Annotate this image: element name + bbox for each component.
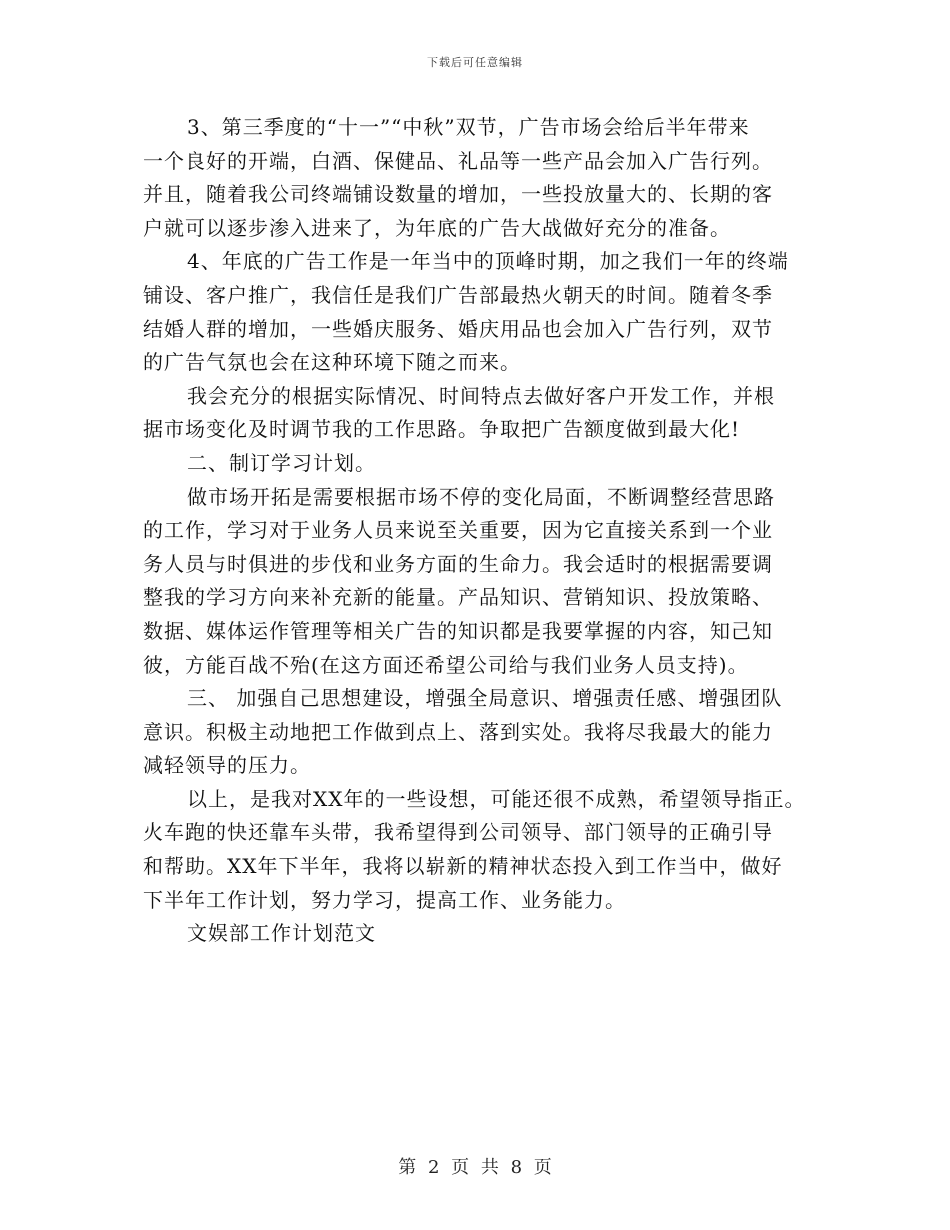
text-line: 一个良好的开端，白酒、保健品、礼品等一些产品会加入广告行列。 [143, 148, 773, 173]
text-line: 的工作，学习对于业务人员来说至关重要，因为它直接关系到一个业 [143, 518, 773, 543]
text-line: 火车跑的快还靠车头带，我希望得到公司领导、部门领导的正确引导 [143, 820, 773, 845]
text-line: 彼，方能百战不殆(在这方面还希望公司给与我们业务人员支持)。 [143, 652, 749, 677]
text-line: 意识。积极主动地把工作做到点上、落到实处。我将尽我最大的能力 [143, 719, 773, 744]
text-line: 3、第三季度的“十一”“中秋”双节，广告市场会给后半年带来 [187, 115, 750, 139]
text-line: 数据、媒体运作管理等相关广告的知识都是我要掌握的内容，知己知 [143, 618, 773, 643]
text-line: 务人员与时俱进的步伐和业务方面的生命力。我会适时的根据需要调 [143, 551, 773, 576]
text-line: 整我的学习方向来补充新的能量。产品知识、营销知识、投放策略、 [143, 585, 773, 610]
text-line: 下半年工作计划，努力学习，提高工作、业务能力。 [143, 887, 626, 912]
document-body [143, 111, 823, 951]
document-title: 文娱部工作计划范文 [187, 921, 376, 946]
text-line: 4、年底的广告工作是一年当中的顶峰时期，加之我们一年的终端 [187, 249, 789, 274]
text-line: 结婚人群的增加，一些婚庆服务、婚庆用品也会加入广告行列，双节 [143, 316, 773, 341]
text-line: 以上，是我对XX年的一些设想，可能还很不成熟，希望领导指正。 [187, 786, 806, 811]
text-line: 和帮助。XX年下半年，我将以崭新的精神状态投入到工作当中，做好 [143, 854, 783, 879]
text-line: 并且，随着我公司终端铺设数量的增加，一些投放量大的、长期的客 [143, 182, 773, 207]
text-line: 铺设、客户推广，我信任是我们广告部最热火朝天的时间。随着冬季 [143, 282, 773, 307]
section-heading: 三、 加强自己思想建设，增强全局意识、增强责任感、增强团队 [187, 686, 783, 711]
text-line: 减轻领导的压力。 [143, 753, 311, 778]
page-number: 第 2 页 共 8 页 [398, 1157, 552, 1178]
text-line: 我会充分的根据实际情况、时间特点去做好客户开发工作，并根 [187, 383, 775, 408]
text-line: 做市场开拓是需要根据市场不停的变化局面，不断调整经营思路 [187, 484, 775, 509]
text-line: 的广告气氛也会在这种环境下随之而来。 [143, 350, 521, 375]
text-line: 户就可以逐步渗入进来了，为年底的广告大战做好充分的准备。 [143, 215, 731, 240]
section-heading: 二、制订学习计划。 [187, 450, 376, 475]
page-header: 下载后可任意编辑 [427, 56, 523, 69]
text-line: 据市场变化及时调节我的工作思路。争取把广告额度做到最大化! [143, 417, 741, 442]
